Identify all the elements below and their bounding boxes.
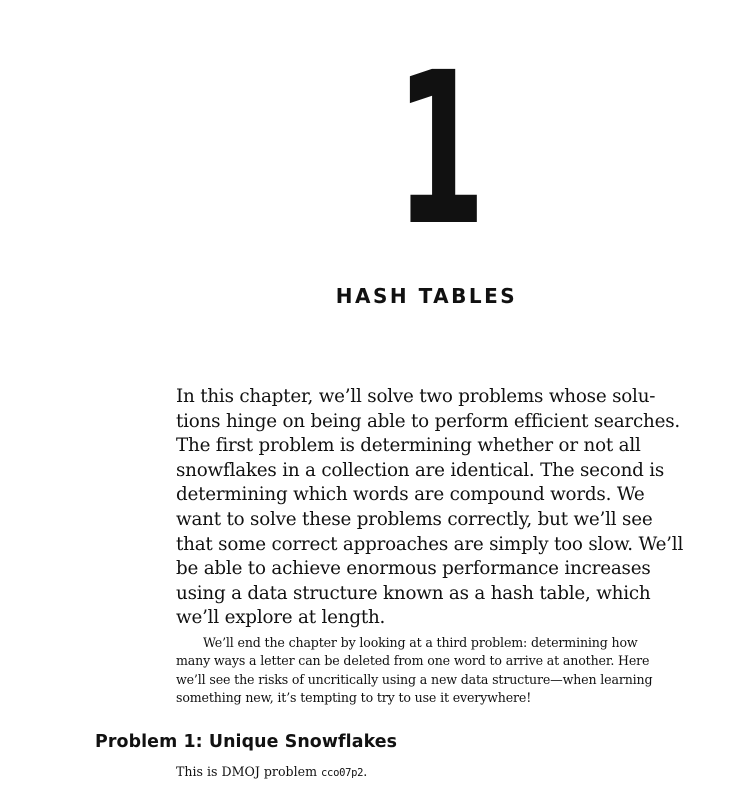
intro-line: we’ll explore at length. <box>176 607 386 629</box>
problem-code: cco07p2 <box>321 767 364 779</box>
intro-line: using a data structure known as a hash table, which <box>176 582 651 604</box>
chapter-title: HASH TABLES <box>335 284 518 309</box>
body-line: something new, it’s tempting to try to use it everywhere! <box>176 689 532 705</box>
problem-reference <box>176 764 367 779</box>
intro-line: want to solve these problems correctly, but we’ll see <box>176 508 653 530</box>
chapter-number: 1 <box>395 27 486 272</box>
intro-line: that some correct approaches are simply too slow. We’ll <box>176 533 684 555</box>
body-line: we’ll see the risks of uncritically using a new data structure—when learning <box>176 671 653 687</box>
problem-suffix: . <box>363 764 368 779</box>
intro-line: determining which words are compound words. We <box>176 484 645 506</box>
intro-paragraph <box>176 385 694 631</box>
section-heading: Problem 1: Unique Snowflakes <box>95 732 398 752</box>
intro-line: tions hinge on being able to perform efficient searches. <box>176 410 680 432</box>
problem-prefix: This is DMOJ problem <box>176 764 322 779</box>
intro-line: be able to achieve enormous performance increases <box>176 558 651 580</box>
intro-line: The first problem is determining whether or not all <box>176 435 641 457</box>
body-line: We’ll end the chapter by looking at a third problem: determining how <box>203 635 638 650</box>
intro-line: In this chapter, we’ll solve two problems whose solu- <box>176 386 656 407</box>
intro-line: snowflakes in a collection are identical. The second is <box>176 459 665 481</box>
body-paragraph <box>176 634 676 707</box>
body-line: many ways a letter can be deleted from one word to arrive at another. Here <box>176 653 650 669</box>
